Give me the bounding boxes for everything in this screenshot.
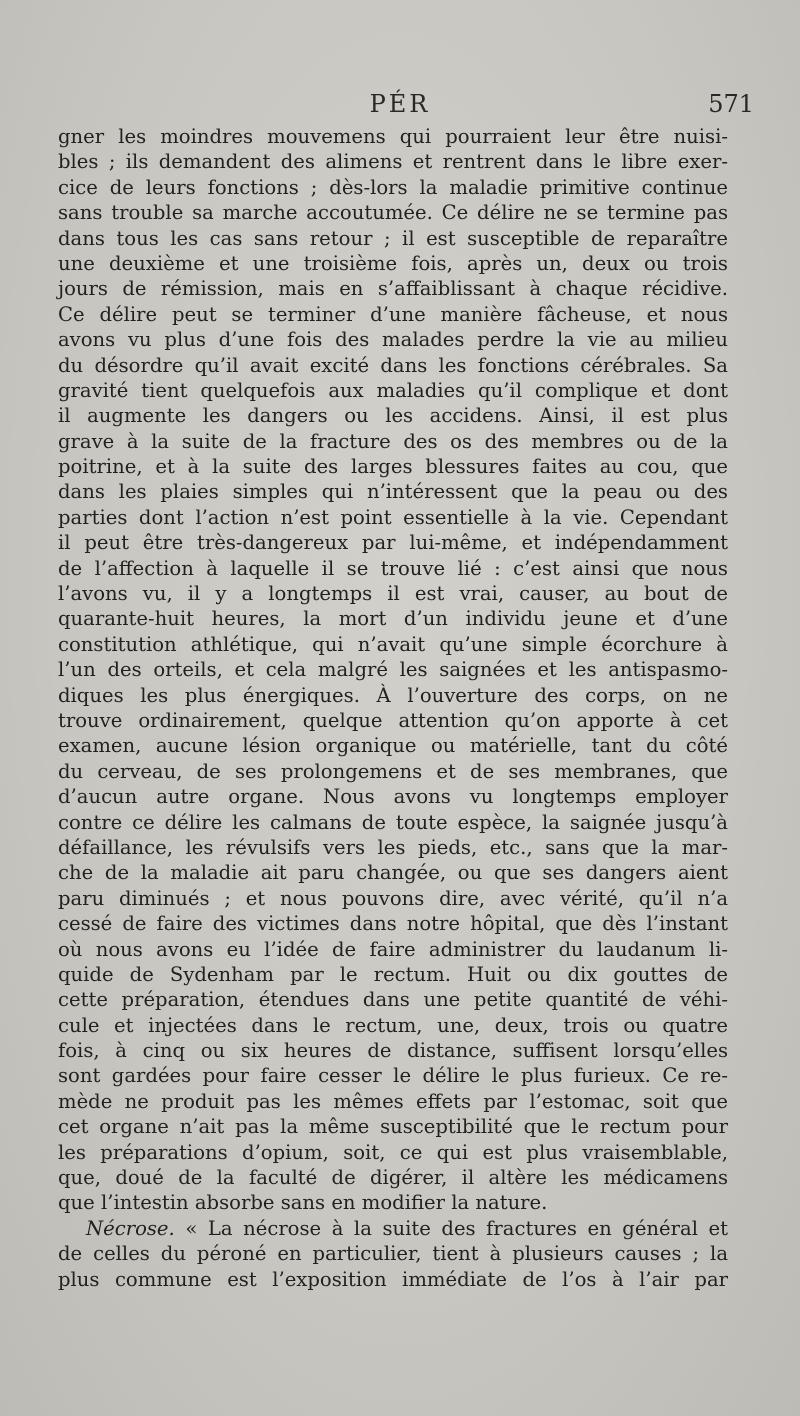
running-title: PÉR	[369, 90, 431, 118]
text-line: grave à la suite de la fracture des os des membres ou de la	[58, 429, 728, 453]
text-line: paru diminués ; et nous pouvons dire, avec vérité, qu’il n’a	[58, 886, 728, 910]
text-line: cule et injectées dans le rectum, une, deux, trois ou quatre	[58, 1013, 728, 1037]
text-line: l’un des orteils, et cela malgré les saignées et les antispasmo-	[58, 658, 728, 682]
paragraph-delire	[58, 124, 728, 1216]
text-line: dans les plaies simples qui n’intéressent que la peau ou des	[58, 480, 728, 504]
text-line: parties dont l’action n’est point essentielle à la vie. Cependant	[58, 505, 728, 529]
text-line: gner les moindres mouvemens qui pourraient leur être nuisi-	[58, 125, 728, 148]
text-line: dans tous les cas sans retour ; il est susceptible de reparaître	[58, 226, 728, 250]
text-line: constitution athlétique, qui n’avait qu’une simple écorchure à	[58, 632, 728, 656]
text-line: il peut être très-dangereux par lui-même, et indépendamment	[58, 531, 728, 555]
text-line: avons vu plus d’une fois des malades perdre la vie au milieu	[58, 328, 728, 352]
text-line: il augmente les dangers ou les accidens. Ainsi, il est plus	[58, 404, 728, 428]
text-line: défaillance, les révulsifs vers les pieds, etc., sans que la mar-	[58, 835, 728, 859]
text-line: poitrine, et à la suite des larges blessures faites au cou, que	[58, 455, 728, 479]
page-header	[60, 84, 754, 124]
text-line: quarante-huit heures, la mort d’un individu jeune et d’une	[58, 607, 728, 631]
text-line: une deuxième et une troisième fois, après un, deux ou trois	[58, 251, 728, 275]
body-text	[58, 124, 728, 1292]
text-line: diques les plus énergiques. À l’ouverture des corps, on ne	[58, 683, 728, 707]
text-line: mède ne produit pas les mêmes effets par l’estomac, soit que	[58, 1089, 728, 1113]
text-line: jours de rémission, mais en s’affaiblissant à chaque récidive.	[58, 277, 728, 301]
page-number: 571	[708, 90, 754, 118]
section-heading: Nécrose.	[86, 1216, 175, 1240]
text-line: que l’intestin absorbe sans en modifier la nature.	[58, 1191, 548, 1215]
text-line: sont gardées pour faire cesser le délire le plus furieux. Ce re-	[58, 1064, 728, 1088]
text-line: gravité tient quelquefois aux maladies qu’il complique et dont	[58, 378, 728, 402]
text-line: d’aucun autre organe. Nous avons vu longtemps employer	[58, 785, 728, 809]
text-line: examen, aucune lésion organique ou matérielle, tant du côté	[58, 734, 728, 758]
text-line: cice de leurs fonctions ; dès-lors la maladie primitive continue	[58, 175, 728, 199]
text-line: que, doué de la faculté de digérer, il altère les médicamens	[58, 1166, 728, 1190]
text-line: plus commune est l’exposition immédiate de l’os à l’air par	[58, 1267, 728, 1291]
text-line: du cerveau, de ses prolongemens et de ses membranes, que	[58, 759, 728, 783]
text-line: cette préparation, étendues dans une petite quantité de véhi-	[58, 988, 728, 1012]
text-line: de celles du péroné en particulier, tient à plusieurs causes ; la	[58, 1242, 728, 1266]
text-line: où nous avons eu l’idée de faire administrer du laudanum li-	[58, 937, 728, 961]
paragraph-necrose	[58, 1216, 728, 1292]
text-line: l’avons vu, il y a longtemps il est vrai, causer, au bout de	[58, 582, 728, 606]
text-line: bles ; ils demandent des alimens et rentrent dans le libre exer-	[58, 150, 728, 174]
text-line: de l’affection à laquelle il se trouve lié : c’est ainsi que nous	[58, 556, 728, 580]
text-line: Ce délire peut se terminer d’une manière fâcheuse, et nous	[58, 302, 728, 326]
text-line: sans trouble sa marche accoutumée. Ce délire ne se termine pas	[58, 201, 728, 225]
text-line-rest: « La nécrose à la suite des fractures en général et	[185, 1216, 728, 1240]
text-line: che de la maladie ait paru changée, ou que ses dangers aient	[58, 861, 728, 885]
text-line: trouve ordinairement, quelque attention qu’on apporte à cet	[58, 708, 728, 732]
text-line-first	[58, 1216, 728, 1241]
text-line: cessé de faire des victimes dans notre hôpital, que dès l’instant	[58, 912, 728, 936]
text-line: cet organe n’ait pas la même susceptibilité que le rectum pour	[58, 1115, 728, 1139]
text-line: du désordre qu’il avait excité dans les fonctions cérébrales. Sa	[58, 353, 728, 377]
text-line: quide de Sydenham par le rectum. Huit ou dix gouttes de	[58, 962, 728, 986]
text-line: les préparations d’opium, soit, ce qui est plus vraisemblable,	[58, 1140, 728, 1164]
text-line: contre ce délire les calmans de toute espèce, la saignée jusqu’à	[58, 810, 728, 834]
text-line: fois, à cinq ou six heures de distance, suffisent lorsqu’elles	[58, 1039, 728, 1063]
